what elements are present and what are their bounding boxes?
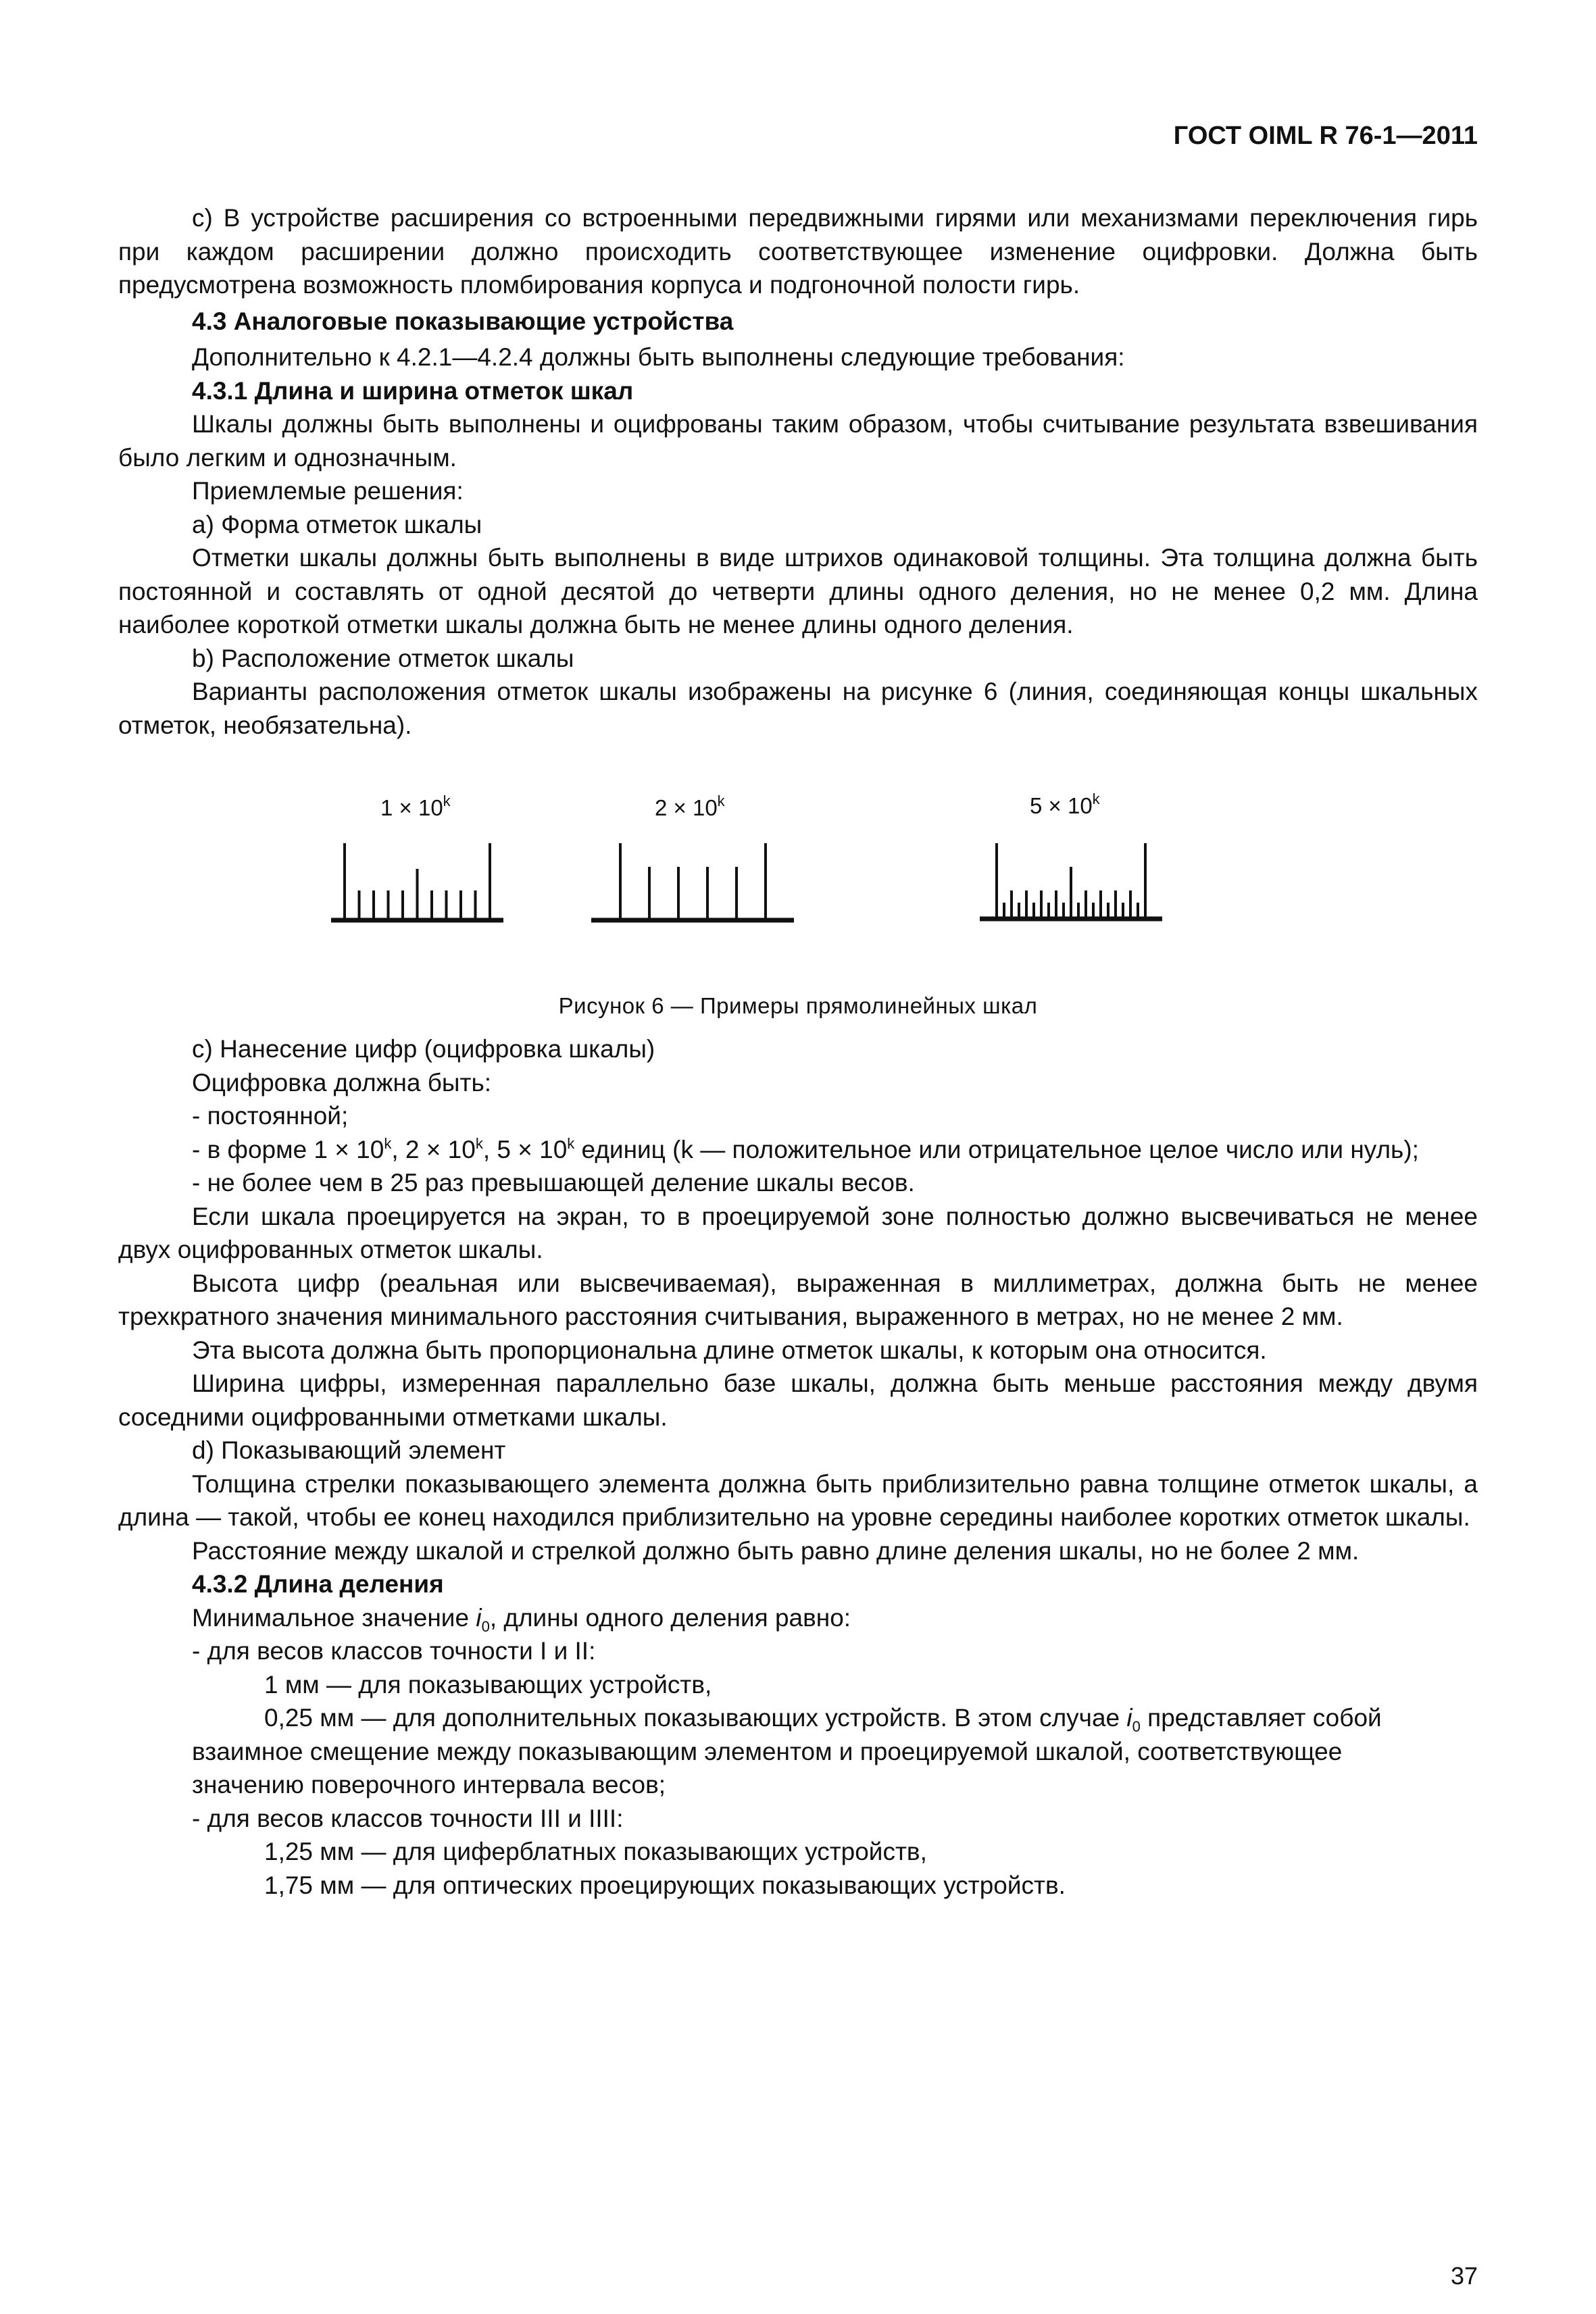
list-item-1-75mm: 1,75 мм — для оптических проецирующих показывающих устройств.: [264, 1871, 1066, 1899]
subheading-b-mark-arrangement: b) Расположение отметок шкалы: [192, 644, 574, 672]
list-item-1-25mm: 1,25 мм — для циферблатных показывающих устройств,: [264, 1838, 927, 1865]
list-item-form: - в форме $1 \times 10^k$, $2 \times 10^k$, $5 \times 10^k$ единиц (k — положительное или отрицательное целое число или нуль);: [192, 1134, 1419, 1163]
list-item-0-25mm-cont1: взаимное смещение между показывающим элементом и проецируемой шкалой, соответствующее: [192, 1737, 1343, 1765]
document-body: [118, 201, 1478, 1902]
paragraph-pointer-thickness: Толщина стрелки показывающего элемента должна быть приблизительно равна толщине отметок шкалы, а длина — такой, чтобы ее конец находился приблизительно на уровне середины наиболее коротких отметок шкалы.: [118, 1469, 1478, 1531]
scale-label-1x10k: $1 \times 10^k$: [380, 793, 451, 820]
document-header-code: ГОСТ OIML R 76-1—2011: [1173, 122, 1478, 150]
paragraph-digit-width: Ширина цифры, измеренная параллельно базе шкалы, должна быть меньше расстояния между двумя соседними оцифрованными отметками шкалы.: [118, 1369, 1478, 1431]
list-item-1mm: 1 мм — для показывающих устройств,: [264, 1670, 712, 1699]
scales-drawing: [118, 742, 1478, 985]
paragraph-arrangement-variants: Варианты расположения отметок шкалы изображены на рисунке 6 (линия, соединяющая концы шкальных отметок, необязательна).: [118, 678, 1478, 739]
paragraph-mark-thickness: Отметки шкалы должны быть выполнены в виде штрихов одинаковой толщины. Эта толщина должна быть постоянной и составлять от одной десятой до четверти длины одного деления, но не менее 0,2 мм. Длина наиболее короткой отметки шкалы должна быть не менее длины одного деления.: [118, 544, 1478, 638]
list-item-0-25mm-cont2: значению поверочного интервала весов;: [192, 1771, 666, 1799]
subheading-a-mark-shape: a) Форма отметок шкалы: [192, 510, 482, 538]
list-item-classes-3-4: - для весов классов точности III и IIII:: [192, 1804, 624, 1832]
page-number: 37: [1450, 2262, 1478, 2290]
section-heading-4-3: 4.3 Аналоговые показывающие устройства: [192, 307, 734, 335]
paragraph-expansion-device: c) В устройстве расширения со встроенными передвижными гирями или механизмами переключения гирь при каждом расширении должно происходить соответствующее изменение оцифровки. Должна быть предусмотрена возможность пломбирования корпуса и подгоночной полости гирь.: [118, 204, 1478, 299]
scale-label-2x10k: $2 \times 10^k$: [655, 793, 725, 820]
subheading-d-indicating-element: d) Показывающий элемент: [192, 1436, 506, 1464]
list-item-classes-1-2: - для весов классов точности I и II:: [192, 1637, 596, 1665]
list-item-0-25mm: 0,25 мм — для дополнительных показывающих устройств. В этом случае $i_0$ представляет собой: [264, 1704, 1382, 1735]
list-item-constant: - постоянной;: [192, 1102, 349, 1130]
paragraph-digitization-intro: Оцифровка должна быть:: [192, 1068, 492, 1097]
paragraph-additional-requirements: Дополнительно к 4.2.1—4.2.4 должны быть выполнены следующие требования:: [192, 343, 1125, 371]
paragraph-acceptable-solutions: Приемлемые решения:: [192, 477, 464, 505]
paragraph-scales-reading: Шкалы должны быть выполнены и оцифрованы таким образом, чтобы считывание результата взвешивания было легким и однозначным.: [118, 410, 1478, 472]
list-item-max-25: - не более чем в 25 раз превышающей деление шкалы весов.: [192, 1169, 915, 1197]
paragraph-height-proportional: Эта высота должна быть пропорциональна длине отметок шкалы, к которым она относится.: [192, 1336, 1267, 1364]
scale-1x10k-icon: [331, 843, 503, 920]
paragraph-projected-scale: Если шкала проецируется на экран, то в проецируемой зоне полностью должно высвечиваться не менее двух оцифрованных отметок шкалы.: [118, 1202, 1478, 1263]
subheading-c-digitization: c) Нанесение цифр (оцифровка шкалы): [192, 1035, 655, 1063]
paragraph-digit-height: Высота цифр (реальная или высвечиваемая), выраженная в миллиметрах, должна быть не менее трехкратного значения минимального расстояния считывания, выраженного в метрах, но не менее 2 мм.: [118, 1269, 1478, 1330]
scale-5x10k-icon: [980, 843, 1162, 919]
paragraph-min-division: Минимальное значение $i_0$, длины одного деления равно:: [192, 1603, 851, 1635]
figure-caption: Рисунок 6 — Примеры прямолинейных шкал: [558, 993, 1038, 1018]
scale-label-5x10k: $5 \times 10^k$: [1030, 790, 1100, 818]
paragraph-pointer-distance: Расстояние между шкалой и стрелкой должно быть равно длине деления шкалы, но не более 2 мм.: [192, 1536, 1360, 1565]
figure-6-linear-scales: [118, 742, 1478, 1032]
section-heading-4-3-2: 4.3.2 Длина деления: [192, 1570, 444, 1598]
section-heading-4-3-1: 4.3.1 Длина и ширина отметок шкал: [192, 376, 634, 405]
scale-2x10k-icon: [591, 843, 794, 920]
